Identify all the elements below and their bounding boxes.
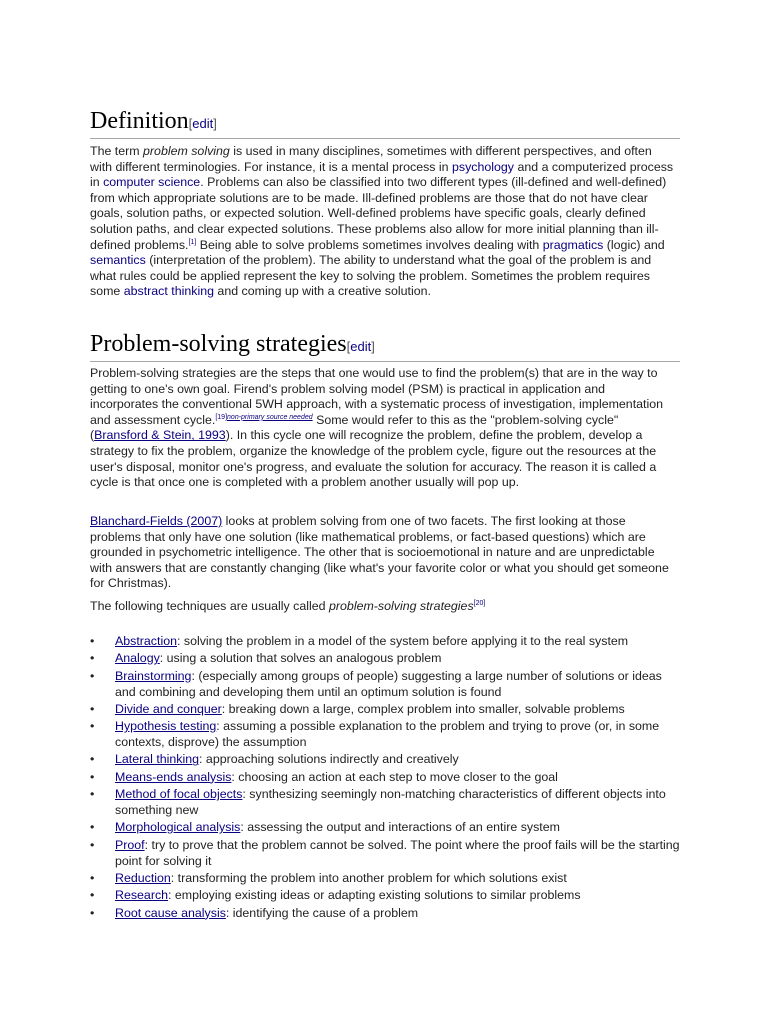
- text-run: . Problems can also be classified into two different types (ill-defined and well-defined) from which appropriate solutions are to be made. Ill-defined problems are those that do not have clear goals, solution paths, or expected solution. Well-defined problems have specific goals, clearly defined solution paths, and clear expected solutions. These problems also allow for more initial planning than ill-defined problems.: [90, 175, 667, 252]
- list-item: [90, 905, 680, 921]
- text-run: Being able to solve problems sometimes involves dealing with: [196, 237, 543, 252]
- strategies-paragraph-2: [90, 514, 674, 592]
- bransford-stein-link[interactable]: Bransford & Stein, 1993: [94, 428, 226, 443]
- bullet: •: [90, 752, 95, 767]
- psychology-link[interactable]: psychology: [452, 159, 515, 174]
- strategies-paragraph-3: [90, 599, 674, 615]
- definition-edit-link[interactable]: edit: [192, 116, 214, 131]
- technique-description: : (especially among groups of people) suggesting a large number of solutions or ideas and combining and developing them until an optimum solution is found: [115, 668, 662, 699]
- list-item: [90, 668, 680, 700]
- text-run: Some would refer to this as the "problem-solving cycle" (: [90, 412, 619, 443]
- bullet: •: [90, 820, 95, 835]
- technique-description: : breaking down a large, complex problem into smaller, solvable problems: [221, 701, 625, 716]
- text-run: The term: [90, 144, 144, 158]
- technique-description: : assuming a possible explanation to the problem and trying to prove (or, in some contexts, disprove) the assumption: [115, 719, 660, 750]
- text-run: is used in many disciplines, sometimes with different perspectives, and often with different terminologies. For instance, it is a mental process in: [90, 144, 652, 174]
- citation-20-link[interactable]: [20]: [473, 599, 486, 607]
- blanchard-fields-link[interactable]: Blanchard-Fields (2007): [90, 514, 223, 528]
- edit-bracket-close: ]: [371, 339, 375, 354]
- list-item: [90, 718, 680, 750]
- technique-description: : choosing an action at each step to move closer to the goal: [231, 769, 558, 784]
- pragmatics-link[interactable]: pragmatics: [542, 237, 604, 252]
- technique-link[interactable]: Brainstorming: [115, 668, 192, 683]
- technique-description: : identifying the cause of a problem: [225, 905, 419, 920]
- list-item: [90, 870, 680, 886]
- definition-title: Definition: [90, 108, 189, 134]
- text-run: looks at problem solving from one of two facets. The first looking at those problems that only have one solution (like mathematical problems, or fact-based questions) which are grounded in psychometric intelligence. The other that is socioemotional in nature and are unpredictable with answers that are constantly changing (like what's your favorite color or what you should get someone for Christmas).: [90, 514, 669, 591]
- strategies-paragraph-1: [90, 366, 674, 491]
- list-item: [90, 650, 680, 666]
- list-item: [90, 786, 680, 818]
- text-run: (logic) and: [603, 237, 665, 252]
- strategies-title: Problem-solving strategies: [90, 331, 347, 357]
- list-item: [90, 769, 680, 785]
- technique-link[interactable]: Root cause analysis: [115, 905, 226, 920]
- bullet: •: [90, 701, 95, 716]
- technique-link[interactable]: Means-ends analysis: [115, 769, 232, 784]
- technique-link[interactable]: Proof: [115, 837, 145, 852]
- bullet: •: [90, 719, 95, 734]
- techniques-list: [90, 633, 680, 922]
- bullet: •: [90, 651, 95, 666]
- citation-1-link[interactable]: [1]: [188, 238, 197, 246]
- citation-19-link[interactable]: [19]: [215, 413, 228, 421]
- technique-link[interactable]: Lateral thinking: [115, 752, 200, 767]
- bullet: •: [90, 837, 95, 852]
- technique-link[interactable]: Analogy: [115, 651, 160, 666]
- definition-heading: [90, 107, 680, 139]
- text-run: and a computerized process in: [90, 159, 674, 190]
- technique-description: : approaching solutions indirectly and creatively: [199, 752, 459, 767]
- bullet: •: [90, 787, 95, 802]
- technique-link[interactable]: Divide and conquer: [115, 701, 222, 716]
- bullet: •: [90, 905, 95, 920]
- technique-description: : assessing the output and interactions of an entire system: [240, 820, 560, 835]
- technique-description: : transforming the problem into another problem for which solutions exist: [170, 870, 567, 885]
- semantics-link[interactable]: semantics: [90, 253, 146, 268]
- definition-paragraph: [90, 144, 674, 300]
- strategies-edit-link[interactable]: edit: [350, 339, 372, 354]
- abstract-thinking-link[interactable]: abstract thinking: [123, 284, 214, 299]
- bullet: •: [90, 668, 95, 683]
- edit-bracket-close: ]: [213, 116, 217, 131]
- non-primary-source-needed-link[interactable]: non-primary source needed: [227, 413, 313, 421]
- text-run: (interpretation of the problem). The ability to understand what the goal of the problem is and what rules could be applied represent the key to solving the problem. Sometimes the problem requires some: [90, 253, 652, 299]
- term-problem-solving: problem solving: [143, 144, 230, 158]
- text-run: and coming up with a creative solution.: [213, 284, 431, 299]
- technique-description: : synthesizing seemingly non-matching characteristics of different objects into something new: [115, 787, 666, 818]
- text-run: The following techniques are usually called: [90, 599, 330, 613]
- list-item: [90, 819, 680, 835]
- edit-bracket-open: [: [346, 339, 351, 354]
- bullet: •: [90, 769, 95, 784]
- technique-link[interactable]: Hypothesis testing: [115, 719, 217, 734]
- list-item: [90, 887, 680, 903]
- technique-link[interactable]: Reduction: [115, 870, 171, 885]
- list-item: [90, 633, 680, 649]
- bullet: •: [90, 634, 95, 648]
- list-item: [90, 701, 680, 717]
- text-run: ). In this cycle one will recognize the problem, define the problem, develop a strategy to fix the problem, organize the knowledge of the problem cycle, figure out the resources at the user's disposal, monitor one's progress, and evaluate the solution for accuracy. The reason it is called a cycle is that once one is completed with a problem another usually will pop up.: [90, 428, 657, 490]
- technique-description: : using a solution that solves an analogous problem: [159, 651, 442, 666]
- technique-description: : solving the problem in a model of the system before applying it to the real system: [176, 634, 629, 648]
- technique-description: : try to prove that the problem cannot be solved. The point where the proof fails will be the starting point for solving it: [115, 837, 680, 868]
- edit-bracket-open: [: [188, 116, 193, 131]
- list-item: [90, 751, 680, 767]
- technique-link[interactable]: Abstraction: [115, 634, 177, 648]
- technique-link[interactable]: Morphological analysis: [115, 820, 241, 835]
- bullet: •: [90, 870, 95, 885]
- term-problem-solving-strategies: problem-solving strategies: [329, 599, 474, 613]
- computer-science-link[interactable]: computer science: [103, 175, 201, 190]
- list-item: [90, 837, 680, 869]
- strategies-heading: [90, 330, 680, 362]
- technique-description: : employing existing ideas or adapting existing solutions to similar problems: [168, 888, 581, 903]
- technique-link[interactable]: Research: [115, 888, 169, 903]
- technique-link[interactable]: Method of focal objects: [115, 787, 243, 802]
- text-run: Problem-solving strategies are the steps that one would use to find the problem(s) that are in the way to getting to one's own goal. Firend's problem solving model (PSM) is practical in application and incorporates the conventional 5WH approach, with a systematic process of investigation, implementation and assessment cycle.: [90, 366, 664, 427]
- bullet: •: [90, 888, 95, 903]
